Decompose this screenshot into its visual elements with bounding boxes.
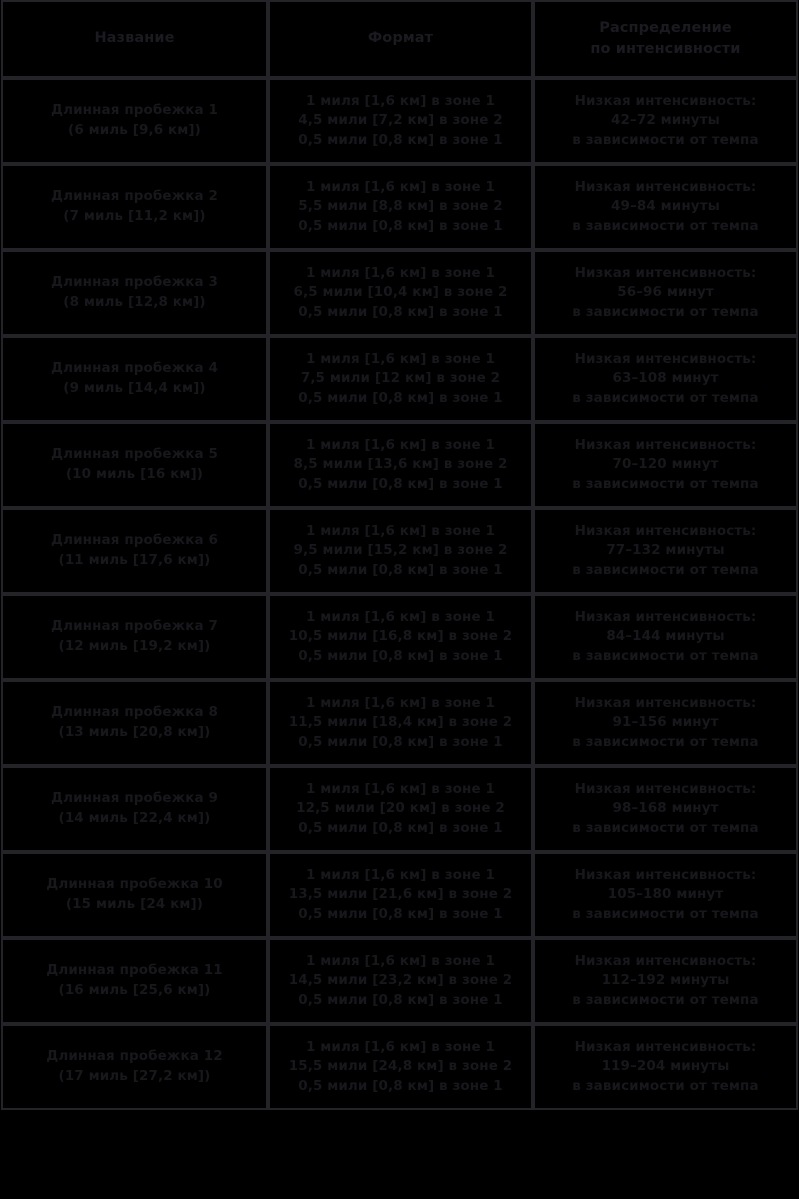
column-header-name — [1, 0, 268, 78]
cell-line: в зависимости от темпа — [572, 389, 759, 406]
cell-line: Длинная пробежка 11 — [46, 962, 223, 979]
table-row — [1, 766, 798, 852]
table-row — [1, 336, 798, 422]
cell-line: 11,5 мили [18,4 км] в зоне 2 — [288, 714, 513, 731]
cell-line: 9,5 мили [15,2 км] в зоне 2 — [293, 542, 508, 559]
cell-intensity — [533, 1024, 798, 1110]
cell-format — [268, 766, 533, 852]
cell-line: (12 миль [19,2 км]) — [58, 638, 211, 654]
cell-line: в зависимости от темпа — [572, 733, 759, 750]
cell-line: 5,5 мили [8,8 км] в зоне 2 — [298, 198, 503, 215]
cell-line: в зависимости от темпа — [572, 819, 759, 836]
cell-intensity — [533, 938, 798, 1024]
cell-line: 77–132 минуты — [606, 542, 725, 559]
cell-line: Низкая интенсивность: — [574, 866, 757, 883]
cell-line: Низкая интенсивность: — [574, 436, 757, 453]
cell-line: 1 миля [1,6 км] в зоне 1 — [305, 1038, 496, 1055]
cell-name — [1, 1024, 268, 1110]
cell-line: 0,5 мили [0,8 км] в зоне 1 — [298, 905, 503, 922]
table-row — [1, 250, 798, 336]
cell-line: 56–96 минут — [617, 284, 714, 301]
cell-line: Длинная пробежка 5 — [51, 446, 218, 463]
cell-line: 1 миля [1,6 км] в зоне 1 — [305, 866, 496, 883]
header-row — [1, 0, 798, 78]
cell-line: (13 миль [20,8 км]) — [58, 724, 211, 740]
column-header-intensity — [533, 0, 798, 78]
table-header — [1, 0, 798, 78]
cell-line: 49–84 минуты — [611, 198, 720, 215]
cell-intensity — [533, 422, 798, 508]
cell-line: (8 миль [12,8 км]) — [63, 294, 206, 310]
cell-line: Низкая интенсивность: — [574, 780, 757, 797]
cell-line: 13,5 мили [21,6 км] в зоне 2 — [288, 886, 513, 903]
cell-line: 105–180 минут — [607, 886, 724, 903]
column-header-format-line1: Формат — [367, 30, 434, 47]
cell-line: Низкая интенсивность: — [574, 1038, 757, 1055]
cell-line: 112–192 минуты — [601, 972, 730, 989]
cell-line: 8,5 мили [13,6 км] в зоне 2 — [293, 456, 508, 473]
cell-line: 15,5 мили [24,8 км] в зоне 2 — [288, 1058, 513, 1075]
cell-line: Длинная пробежка 6 — [51, 532, 218, 549]
cell-intensity — [533, 680, 798, 766]
cell-intensity — [533, 164, 798, 250]
table-body — [1, 78, 798, 1110]
cell-line: 1 миля [1,6 км] в зоне 1 — [305, 178, 496, 195]
cell-intensity — [533, 594, 798, 680]
cell-line: 1 миля [1,6 км] в зоне 1 — [305, 92, 496, 109]
table-row — [1, 164, 798, 250]
cell-line: 0,5 мили [0,8 км] в зоне 1 — [298, 991, 503, 1008]
cell-line: Длинная пробежка 3 — [51, 274, 218, 291]
cell-line: Длинная пробежка 9 — [51, 790, 218, 807]
cell-line: 0,5 мили [0,8 км] в зоне 1 — [298, 1077, 503, 1094]
cell-line: Длинная пробежка 12 — [46, 1048, 223, 1065]
cell-line: Длинная пробежка 8 — [51, 704, 218, 721]
cell-line: в зависимости от темпа — [572, 647, 759, 664]
long-run-schedule-table — [1, 0, 798, 1110]
cell-line: 0,5 мили [0,8 км] в зоне 1 — [298, 561, 503, 578]
cell-line: Низкая интенсивность: — [574, 178, 757, 195]
cell-format — [268, 594, 533, 680]
cell-line: (15 миль [24 км]) — [65, 896, 204, 912]
cell-line: 0,5 мили [0,8 км] в зоне 1 — [298, 819, 503, 836]
cell-line: Длинная пробежка 7 — [51, 618, 218, 635]
cell-line: 119–204 минуты — [601, 1058, 730, 1075]
cell-line: 0,5 мили [0,8 км] в зоне 1 — [298, 475, 503, 492]
cell-line: 1 миля [1,6 км] в зоне 1 — [305, 608, 496, 625]
table-row — [1, 422, 798, 508]
cell-format — [268, 1024, 533, 1110]
cell-line: 0,5 мили [0,8 км] в зоне 1 — [298, 647, 503, 664]
cell-format — [268, 78, 533, 164]
cell-line: в зависимости от темпа — [572, 475, 759, 492]
cell-name — [1, 508, 268, 594]
cell-format — [268, 508, 533, 594]
cell-name — [1, 766, 268, 852]
cell-line: 14,5 мили [23,2 км] в зоне 2 — [288, 972, 513, 989]
cell-line: Низкая интенсивность: — [574, 350, 757, 367]
cell-line: Длинная пробежка 2 — [51, 188, 218, 205]
table-row — [1, 680, 798, 766]
cell-line: 0,5 мили [0,8 км] в зоне 1 — [298, 217, 503, 234]
cell-line: 1 миля [1,6 км] в зоне 1 — [305, 522, 496, 539]
cell-format — [268, 852, 533, 938]
cell-line: в зависимости от темпа — [572, 131, 759, 148]
cell-line: 98–168 минут — [612, 800, 719, 817]
cell-line: 1 миля [1,6 км] в зоне 1 — [305, 694, 496, 711]
cell-line: (7 миль [11,2 км]) — [63, 208, 206, 224]
cell-line: 0,5 мили [0,8 км] в зоне 1 — [298, 303, 503, 320]
cell-line: в зависимости от темпа — [572, 561, 759, 578]
cell-name — [1, 422, 268, 508]
cell-line: Низкая интенсивность: — [574, 522, 757, 539]
cell-line: (10 миль [16 км]) — [65, 466, 204, 482]
cell-name — [1, 250, 268, 336]
cell-line: 0,5 мили [0,8 км] в зоне 1 — [298, 389, 503, 406]
table-row — [1, 938, 798, 1024]
cell-line: Низкая интенсивность: — [574, 264, 757, 281]
cell-line: Длинная пробежка 10 — [46, 876, 223, 893]
cell-line: Длинная пробежка 1 — [51, 102, 218, 119]
cell-name — [1, 78, 268, 164]
cell-line: 10,5 мили [16,8 км] в зоне 2 — [288, 628, 513, 645]
cell-line: Низкая интенсивность: — [574, 608, 757, 625]
cell-line: (17 миль [27,2 км]) — [58, 1068, 211, 1084]
column-header-name-line1: Название — [94, 30, 175, 47]
cell-intensity — [533, 508, 798, 594]
cell-line: 84–144 минуты — [606, 628, 725, 645]
cell-line: в зависимости от темпа — [572, 991, 759, 1008]
cell-line: 70–120 минут — [612, 456, 719, 473]
cell-name — [1, 852, 268, 938]
table-row — [1, 78, 798, 164]
cell-name — [1, 680, 268, 766]
cell-intensity — [533, 250, 798, 336]
cell-line: 1 миля [1,6 км] в зоне 1 — [305, 780, 496, 797]
cell-line: 12,5 мили [20 км] в зоне 2 — [296, 800, 505, 817]
cell-format — [268, 250, 533, 336]
cell-line: 1 миля [1,6 км] в зоне 1 — [305, 350, 496, 367]
cell-name — [1, 594, 268, 680]
cell-intensity — [533, 766, 798, 852]
table-row — [1, 852, 798, 938]
cell-line: 4,5 мили [7,2 км] в зоне 2 — [298, 112, 503, 129]
cell-name — [1, 938, 268, 1024]
cell-line: 1 миля [1,6 км] в зоне 1 — [305, 264, 496, 281]
cell-name — [1, 336, 268, 422]
cell-line: (14 миль [22,4 км]) — [58, 810, 211, 826]
cell-line: 6,5 мили [10,4 км] в зоне 2 — [293, 284, 508, 301]
column-header-format — [268, 0, 533, 78]
column-header-intensity-line1: Распределение — [599, 19, 732, 36]
cell-line: в зависимости от темпа — [572, 303, 759, 320]
cell-line: 0,5 мили [0,8 км] в зоне 1 — [298, 733, 503, 750]
cell-line: (6 миль [9,6 км]) — [68, 122, 201, 138]
cell-line: 7,5 мили [12 км] в зоне 2 — [300, 370, 501, 387]
table-row — [1, 594, 798, 680]
cell-format — [268, 938, 533, 1024]
cell-intensity — [533, 78, 798, 164]
cell-line: в зависимости от темпа — [572, 1077, 759, 1094]
cell-format — [268, 336, 533, 422]
cell-name — [1, 164, 268, 250]
cell-line: Низкая интенсивность: — [574, 952, 757, 969]
column-header-intensity-line2: по интенсивности — [590, 41, 741, 57]
cell-line: (9 миль [14,4 км]) — [63, 380, 206, 396]
cell-line: в зависимости от темпа — [572, 905, 759, 922]
cell-line: 1 миля [1,6 км] в зоне 1 — [305, 952, 496, 969]
cell-line: (16 миль [25,6 км]) — [58, 982, 211, 998]
cell-line: в зависимости от темпа — [572, 217, 759, 234]
cell-intensity — [533, 336, 798, 422]
cell-line: (11 миль [17,6 км]) — [58, 552, 211, 568]
table-row — [1, 1024, 798, 1110]
cell-format — [268, 680, 533, 766]
cell-line: 91–156 минут — [612, 714, 719, 731]
cell-format — [268, 164, 533, 250]
cell-line: 63–108 минут — [612, 370, 719, 387]
cell-line: Длинная пробежка 4 — [51, 360, 218, 377]
table-row — [1, 508, 798, 594]
cell-format — [268, 422, 533, 508]
cell-line: 42–72 минуты — [611, 112, 720, 129]
cell-line: 0,5 мили [0,8 км] в зоне 1 — [298, 131, 503, 148]
cell-intensity — [533, 852, 798, 938]
cell-line: 1 миля [1,6 км] в зоне 1 — [305, 436, 496, 453]
cell-line: Низкая интенсивность: — [574, 694, 757, 711]
cell-line: Низкая интенсивность: — [574, 92, 757, 109]
